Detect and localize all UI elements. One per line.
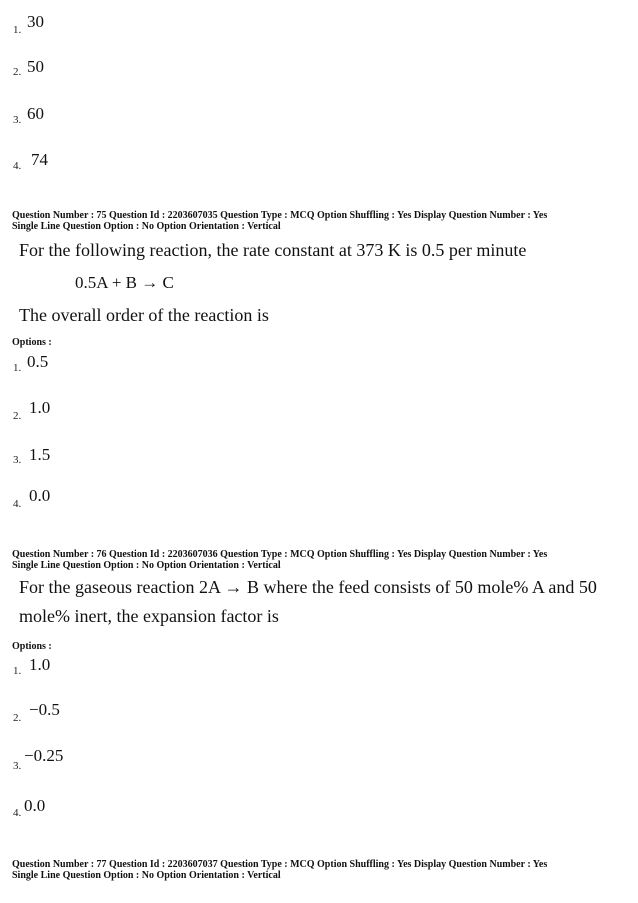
option-number: 1. <box>13 24 22 36</box>
option-number: 4. <box>13 807 22 819</box>
option-value: 1.0 <box>29 655 51 674</box>
option-value: 1.5 <box>29 445 51 464</box>
option-number: 4. <box>13 498 22 510</box>
option-number: 1. <box>13 362 22 374</box>
option-value: 1.0 <box>29 398 51 417</box>
question-text: For the gaseous reaction 2A → B where the feed consists of 50 mole% A and 50 <box>19 577 597 597</box>
option-value: −0.5 <box>29 700 60 719</box>
question-text: For the following reaction, the rate constant at 373 K is 0.5 per minute <box>19 240 527 260</box>
option-value: 0.0 <box>29 486 51 505</box>
question-meta-line1: Question Number : 76 Question Id : 2203607036 Question Type : MCQ Option Shuffling : Yes Display Question Number : Yes <box>12 549 548 560</box>
option-number: 1. <box>13 665 22 677</box>
option-number: 3. <box>13 454 22 466</box>
option-number: 2. <box>13 410 22 422</box>
question-meta <box>12 859 547 881</box>
option-value: 50 <box>27 57 44 76</box>
option-value: 0.0 <box>24 796 46 815</box>
question-meta <box>12 210 547 232</box>
question-meta <box>12 549 547 571</box>
option-number: 3. <box>13 114 22 126</box>
question-equation: 0.5A + B → C <box>75 273 174 292</box>
option-value: 74 <box>31 150 48 169</box>
question-text: mole% inert, the expansion factor is <box>19 606 279 626</box>
option-value: 30 <box>27 12 44 31</box>
question-meta-line1: Question Number : 75 Question Id : 2203607035 Question Type : MCQ Option Shuffling : Yes Display Question Number : Yes <box>12 210 548 221</box>
option-value: 60 <box>27 104 44 123</box>
question-meta-line2: Single Line Question Option : No Option Orientation : Vertical <box>12 870 281 881</box>
option-value: −0.25 <box>24 746 64 765</box>
question-meta-line1: Question Number : 77 Question Id : 2203607037 Question Type : MCQ Option Shuffling : Yes Display Question Number : Yes <box>12 859 548 870</box>
option-number: 3. <box>13 760 22 772</box>
options-label: Options : <box>12 641 52 652</box>
options-label: Options : <box>12 337 52 348</box>
option-number: 2. <box>13 66 22 78</box>
option-number: 4. <box>13 160 22 172</box>
question-text: The overall order of the reaction is <box>19 305 269 325</box>
option-value: 0.5 <box>27 352 49 371</box>
option-number: 2. <box>13 712 22 724</box>
question-meta-line2: Single Line Question Option : No Option Orientation : Vertical <box>12 560 281 571</box>
question-meta-line2: Single Line Question Option : No Option Orientation : Vertical <box>12 221 281 232</box>
